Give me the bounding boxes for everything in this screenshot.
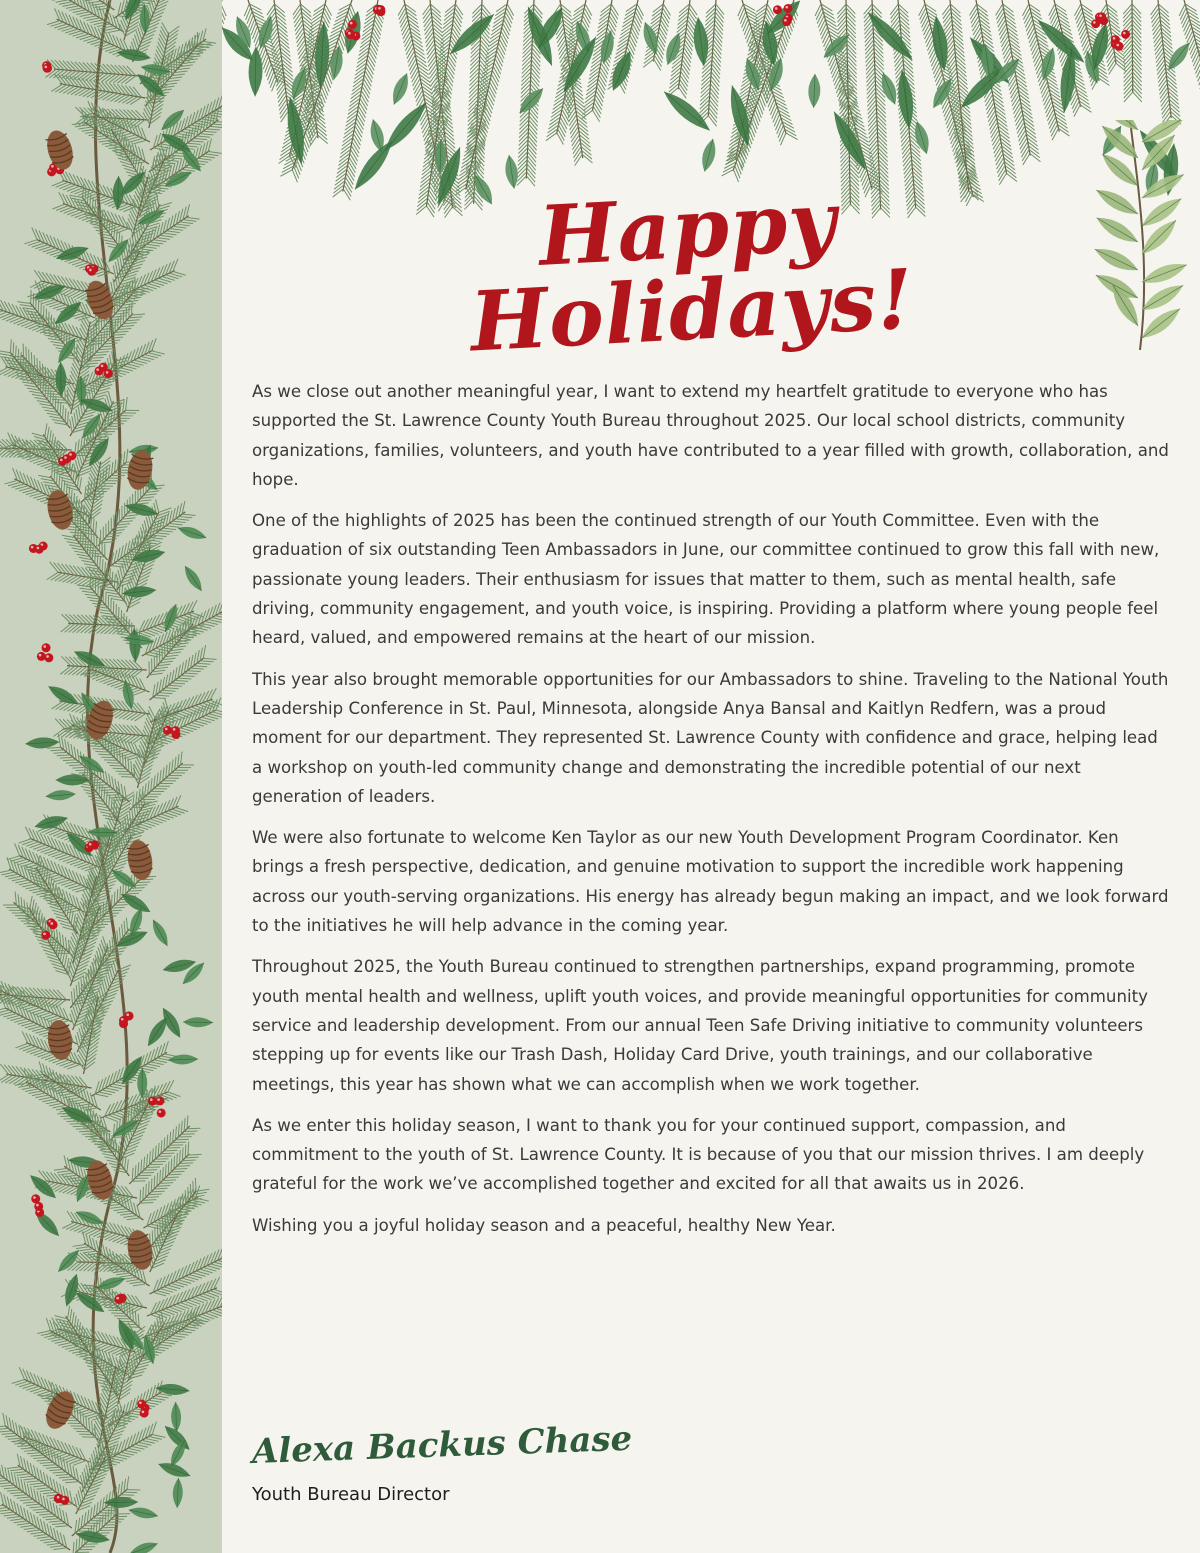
signature-name: Alexa Backus Chase <box>251 1418 633 1472</box>
letter-body <box>252 377 1172 1252</box>
letter-paragraph: Throughout 2025, the Youth Bureau continued to strengthen partnerships, expand programming, promote youth mental health and wellness, uplift youth voices, and provide meaningful opportunities for community service and leadership development. From our annual Teen Safe Driving initiative to community volunteers stepping up for events like our Trash Dash, Holiday Card Drive, youth trainings, and our collaborative meetings, this year has shown what we can accomplish when we work together. <box>252 957 1148 1094</box>
letter-paragraph: One of the highlights of 2025 has been the continued strength of our Youth Committee. Even with the graduation of six outstanding Teen Ambassadors in June, our committee continued to grow this fall with new, passionate young leaders. Their enthusiasm for issues that matter to them, such as mental health, safe driving, community engagement, and youth voice, is inspiring. Providing a platform where young people feel heard, valued, and empowered remains at the heart of our mission. <box>252 511 1160 648</box>
holly-pine-garland-icon <box>0 0 222 1553</box>
page-title: Happy Holidays! <box>468 173 917 371</box>
letter-paragraph: We were also fortunate to welcome Ken Taylor as our new Youth Development Program Coordinator. Ken brings a fresh perspective, dedication, and genuine motivation to support the incredible work happening across our youth-serving organizations. His energy has already begun making an impact, and we look forward to the initiatives he will help advance in the coming year. <box>252 828 1169 936</box>
letter-paragraph: As we close out another meaningful year, I want to extend my heartfelt gratitude to everyone who has supported the St. Lawrence County Youth Bureau throughout 2025. Our local school districts, community organizations, families, volunteers, and youth have contributed to a year filled with growth, collaboration, and hope. <box>252 382 1169 489</box>
letter-paragraph: This year also brought memorable opportunities for our Ambassadors to shine. Traveling to the National Youth Leadership Conference in St. Paul, Minnesota, alongside Anya Bansal and Kaitlyn Redfern, was a proud moment for our department. They represented St. Lawrence County with confidence and grace, helping lead a workshop on youth-led community change and demonstrating the incredible potential of our next generation of leaders. <box>252 669 1169 806</box>
letter-paragraph: As we enter this holiday season, I want to thank you for your continued support, compassion, and commitment to the youth of St. Lawrence County. It is because of you that our mission thrives. I am deeply grateful for the work we’ve accomplished together and excited for all that awaits us in 2026. <box>252 1115 1145 1194</box>
letter-closing: Wishing you a joyful holiday season and a peaceful, healthy New Year. <box>252 1215 836 1235</box>
signature-title: Youth Bureau Director <box>252 1484 450 1505</box>
leafy-branch-icon <box>1060 120 1200 350</box>
